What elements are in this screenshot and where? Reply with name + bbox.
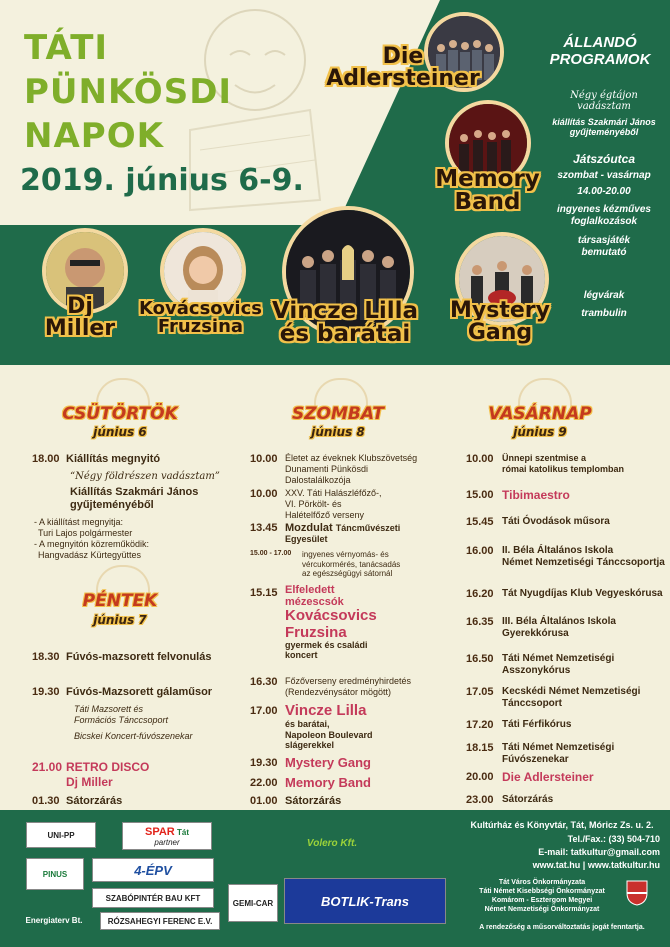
sunday-event-text <box>502 516 610 528</box>
rozsahegyi-logo: RÓZSAHEGYI FERENC E.V. <box>100 912 220 930</box>
saturday-e6-text <box>285 676 411 698</box>
exhibit-desc-1: kiállítás Szakmári János <box>552 117 656 127</box>
sunday-event-time: 16.20 <box>466 588 494 600</box>
games-line1: társasjáték <box>577 235 631 246</box>
sunday-event-line1: Tibimaestro <box>502 488 570 502</box>
exhibit-desc <box>543 117 665 137</box>
friday-event2-sub2: Formációs Tánccsoport <box>74 715 169 725</box>
unipp-logo: UNI-PP <box>26 822 96 848</box>
spar-logo <box>122 822 212 850</box>
energiaterv-logo: Energiaterv Bt. <box>25 915 83 925</box>
sunday-event-line1: Kecskédi Német Nemzetiségi <box>502 686 641 697</box>
sunday-event-text <box>502 719 571 731</box>
sunday-event-time: 15.45 <box>466 516 494 528</box>
saturday-e8-title: Mystery Gang <box>285 755 371 770</box>
thursday-note4: Hangvadász Kürtegyüttes <box>38 550 142 560</box>
saturday-e10-time: 01.00 <box>250 795 278 807</box>
sunday-event-time: 18.15 <box>466 742 494 754</box>
sunday-event-time: 23.00 <box>466 794 494 806</box>
event-date: 2019. június 6-9. <box>20 163 304 198</box>
saturday-e7-line3: Napoleon Boulevard <box>285 729 373 740</box>
epv-logo: 4-ÉPV <box>92 858 214 882</box>
games-line2: bemutató <box>581 246 627 258</box>
saturday-e7-line2: és barátai, <box>285 719 330 730</box>
saturday-e9-time: 22.00 <box>250 777 278 789</box>
saturday-e5-line2: mézescsók <box>285 596 344 609</box>
mystery-line2: Gang <box>467 320 533 345</box>
dj-miller-line2: Miller <box>44 316 116 341</box>
contact-phone: Tel./Fax.: (33) 504-710 <box>567 834 660 844</box>
saturday-e7-text <box>285 702 373 750</box>
saturday-e6-line1: Főzőverseny eredményhirdetés <box>285 676 412 686</box>
sunday-event-line1: Die Adlersteiner <box>502 770 594 784</box>
sunday-event-line1: Táti Német Nemzetiségi <box>502 653 615 664</box>
saturday-e2-time: 10.00 <box>250 488 278 500</box>
saturday-e7-line1: Vincze Lilla <box>285 702 367 719</box>
spar-tat-text: Tát <box>176 827 189 837</box>
saturday-title: SZOMBAT <box>291 404 385 424</box>
sunday-event-time: 16.00 <box>466 545 494 557</box>
exhibit-title <box>548 90 660 112</box>
saturday-e3-line1: Mozdulat <box>285 522 333 534</box>
sunday-event-text <box>502 588 663 600</box>
contact-web[interactable]: www.tat.hu | www.tatkultur.hu <box>532 860 660 870</box>
saturday-e6-time: 16.30 <box>250 676 278 688</box>
trampoline-label: trambulin <box>581 308 627 319</box>
sunday-event-line1: Tát Nyugdíjas Klub Vegyeskórusa <box>502 588 663 599</box>
saturday-e5-line5: gyermek és családi <box>285 640 368 651</box>
saturday-e1-line1: Életet az éveknek Klubszövetség <box>285 453 418 463</box>
friday-event1-title: Fúvós-mazsorett felvonulás <box>66 651 212 663</box>
friday-event1-time: 18.30 <box>32 651 60 663</box>
kovacsovics-line2: Fruzsina <box>157 316 244 337</box>
vincze-line1: Vincze Lilla <box>271 298 419 324</box>
thursday-note1: - A kiállítást megnyitja: <box>34 517 124 527</box>
saturday-e8-time: 19.30 <box>250 757 278 769</box>
exhibit-desc-2: gyűjteményéből <box>569 127 639 137</box>
saturday-e5-line3: Kovácsovics <box>285 607 377 625</box>
sunday-event-line2: Tánccsoport <box>502 698 563 709</box>
saturday-e5-line6: koncert <box>285 650 318 661</box>
sunday-event-line2: Fúvószenekar <box>502 754 569 765</box>
saturday-e3-line1b: Táncművészeti <box>335 523 401 533</box>
saturday-e4-line2: vércukormérés, tanácsadás <box>302 559 401 569</box>
playstreet-days: szombat - vasárnap <box>557 170 651 181</box>
friday-event2-sub3: Bicskei Koncert-fúvószenekar <box>74 731 193 741</box>
saturday-e3-text <box>285 522 400 544</box>
permanent-title <box>540 34 660 68</box>
dj-miller-line1: Dj <box>67 294 93 319</box>
saturday-e2-line3: Halételfőző verseny <box>285 509 365 520</box>
pinus-logo: PINUS <box>26 858 84 890</box>
die-adlersteiner-line2: Adlersteiner <box>326 66 480 91</box>
friday-event3-title2: Dj Miller <box>66 775 113 789</box>
mystery-gang-label <box>440 300 560 344</box>
bouncy-castle-label: légvárak <box>583 290 625 301</box>
kovacsovics-fruzsina-label <box>128 300 273 336</box>
saturday-e3-time: 13.45 <box>250 522 278 534</box>
permanent-title-2: PROGRAMOK <box>549 51 651 68</box>
friday-event4-title: Sátorzárás <box>66 795 123 807</box>
saturday-e4-line1: ingyenes vérnyomás- és <box>302 550 389 559</box>
thursday-event-desc2: gyűjteményéből <box>70 499 154 511</box>
saturday-e7-line4: slágerekkel <box>285 739 335 750</box>
kovacsovics-line1: Kovácsovics <box>139 298 262 319</box>
thursday-event-desc1: Kiállítás Szakmári János <box>70 486 199 498</box>
sunday-event-line2: Gyerekkórusa <box>502 628 569 639</box>
friday-date: június 7 <box>93 613 147 627</box>
vincze-line2: és barátai <box>279 321 411 347</box>
disclaimer: A rendezőség a műsorváltoztatás jogát fenntartja. <box>479 924 645 931</box>
sunday-event-line2: római katolikus templomban <box>502 463 625 474</box>
sunday-event-text <box>502 545 665 569</box>
saturday-e2-text <box>285 488 382 520</box>
saturday-e5-time: 15.15 <box>250 587 278 599</box>
memory-band-line1: Memory <box>435 166 540 192</box>
vincze-lilla-label <box>260 300 430 346</box>
botlik-trans-logo: BOTLIK-Trans <box>284 878 446 924</box>
friday-title: PÉNTEK <box>82 591 158 611</box>
sunday-event-text <box>502 453 624 475</box>
thursday-date: június 6 <box>93 425 147 439</box>
sunday-event-line1: Táti Óvodások műsora <box>502 516 610 527</box>
organizers <box>462 878 622 914</box>
sunday-event-text <box>502 653 614 677</box>
friday-event3-time: 21.00 <box>32 760 63 774</box>
memory-band-label <box>430 168 545 214</box>
saturday-e6-line2: (Rendezvénysátor mögött) <box>285 686 392 697</box>
thursday-event-title: Kiállítás megnyitó <box>66 453 161 465</box>
spar-partner-text: partner <box>154 837 180 847</box>
organizer-4: Német Nemzetiségi Önkormányzat <box>484 906 600 914</box>
organizer-1: Tát Város Önkormányzata <box>498 879 586 886</box>
playstreet-hours: 14.00-20.00 <box>577 186 631 197</box>
title-line-3: NAPOK <box>24 116 164 156</box>
saturday-e5-text <box>285 584 377 661</box>
die-adlersteiner-line1: Die <box>382 44 424 69</box>
crafts-line2: foglalkozások <box>570 215 638 227</box>
sunday-event-line1: III. Béla Általános Iskola <box>502 616 616 627</box>
saturday-e4-line3: az egészségügyi sátornál <box>302 569 393 579</box>
boardgames-label <box>548 235 660 258</box>
sunday-event-line1: Sátorzárás <box>502 794 554 805</box>
permanent-title-1: ÁLLANDÓ <box>563 34 637 51</box>
szabopinter-logo: SZABÓPINTÉR BAU KFT <box>92 888 214 908</box>
coat-of-arms-icon <box>626 880 648 906</box>
sunday-event-time: 16.35 <box>466 616 494 628</box>
mystery-line1: Mystery <box>450 298 550 323</box>
sunday-event-text <box>502 742 614 766</box>
memory-band-line2: Band <box>454 189 521 215</box>
saturday-e9-title: Memory Band <box>285 775 371 790</box>
sunday-event-text <box>502 770 594 784</box>
saturday-e2-line1: XXV. Táti Halászléfőző-, <box>285 488 382 498</box>
friday-event3-title1: RETRO DISCO <box>66 760 150 774</box>
sunday-event-time: 16.50 <box>466 653 494 665</box>
saturday-e7-time: 17.00 <box>250 705 278 717</box>
saturday-e3-line2: Egyesület <box>285 534 328 544</box>
spar-text: SPAR <box>145 825 175 838</box>
saturday-e10-title: Sátorzárás <box>285 795 342 807</box>
friday-event2-title: Fúvós-Mazsorett gálaműsor <box>66 686 213 698</box>
organizer-2: Táti Német Kisebbségi Önkormányzat <box>479 888 605 896</box>
saturday-e4-time: 15.00 - 17.00 <box>250 550 292 557</box>
sunday-event-text <box>502 686 640 710</box>
crafts-line1: ingyenes kézműves <box>557 204 651 215</box>
friday-event2-time: 19.30 <box>32 686 60 698</box>
organizer-3: Komárom - Esztergom Megyei <box>491 897 593 905</box>
title-line-1: TÁTI <box>24 28 109 68</box>
title-line-2: PÜNKÖSDI <box>24 72 233 112</box>
sunday-event-time: 17.20 <box>466 719 494 731</box>
saturday-e1-line2: Dunamenti Pünkösdi <box>285 463 369 474</box>
thursday-title: CSÜTÖRTÖK <box>62 404 178 424</box>
saturday-e1-line3: Dalostalálkozója <box>285 474 351 485</box>
friday-event2-sub1: Táti Mazsorett és <box>74 704 144 714</box>
thursday-event-quote: “Négy földrészen vadásztam” <box>70 471 220 482</box>
sunday-event-time: 10.00 <box>466 453 494 465</box>
saturday-e1-text <box>285 453 417 485</box>
sunday-event-text <box>502 616 616 640</box>
die-adlersteiner-label <box>318 46 488 90</box>
sunday-event-text <box>502 794 553 806</box>
exhibit-title-1: Négy égtájon <box>570 90 638 101</box>
sunday-event-time: 15.00 <box>466 489 494 501</box>
contact-email[interactable]: E-mail: tatkultur@gmail.com <box>538 847 660 857</box>
crafts-label <box>548 204 660 227</box>
playstreet-label: Játszóutca <box>572 152 636 166</box>
thursday-note3: - A megnyitón közreműködik: <box>34 539 150 549</box>
saturday-e1-time: 10.00 <box>250 453 278 465</box>
sunday-event-text <box>502 488 570 502</box>
thursday-event-time: 18.00 <box>32 453 60 465</box>
sunday-event-line2: Német Nemzetiségi Tánccsoportja <box>502 557 665 568</box>
sunday-event-line1: II. Béla Általános Iskola <box>502 545 614 556</box>
exhibit-title-2: vadásztam <box>577 101 631 112</box>
sunday-event-time: 20.00 <box>466 771 494 783</box>
gemicar-logo: GEMI-CAR <box>228 884 278 922</box>
contact-address: Kultúrház és Könyvtár, Tát, Móricz Zs. u. 2. <box>470 820 654 830</box>
friday-event4-time: 01.30 <box>32 795 60 807</box>
saturday-date: június 8 <box>311 425 365 439</box>
dj-miller-label <box>20 296 140 340</box>
saturday-e2-line2: VI. Pörkölt- és <box>285 498 342 509</box>
sunday-event-time: 17.05 <box>466 686 494 698</box>
sunday-event-line2: Asszonykórus <box>502 665 571 676</box>
saturday-e5-line1: Elfeledett <box>285 584 335 596</box>
saturday-e5-line4: Fruzsina <box>285 623 347 641</box>
sunday-title: VASÁRNAP <box>488 404 592 424</box>
volero-logo: Volero Kft. <box>306 837 358 849</box>
saturday-e4-text <box>302 550 400 579</box>
sunday-event-line1: Táti Férfikórus <box>502 719 572 730</box>
thursday-note2: Turi Lajos polgármester <box>38 528 133 538</box>
sunday-event-line1: Ünnepi szentmise a <box>502 453 587 463</box>
sunday-date: június 9 <box>513 425 567 439</box>
sunday-event-line1: Táti Német Nemzetiségi <box>502 742 615 753</box>
